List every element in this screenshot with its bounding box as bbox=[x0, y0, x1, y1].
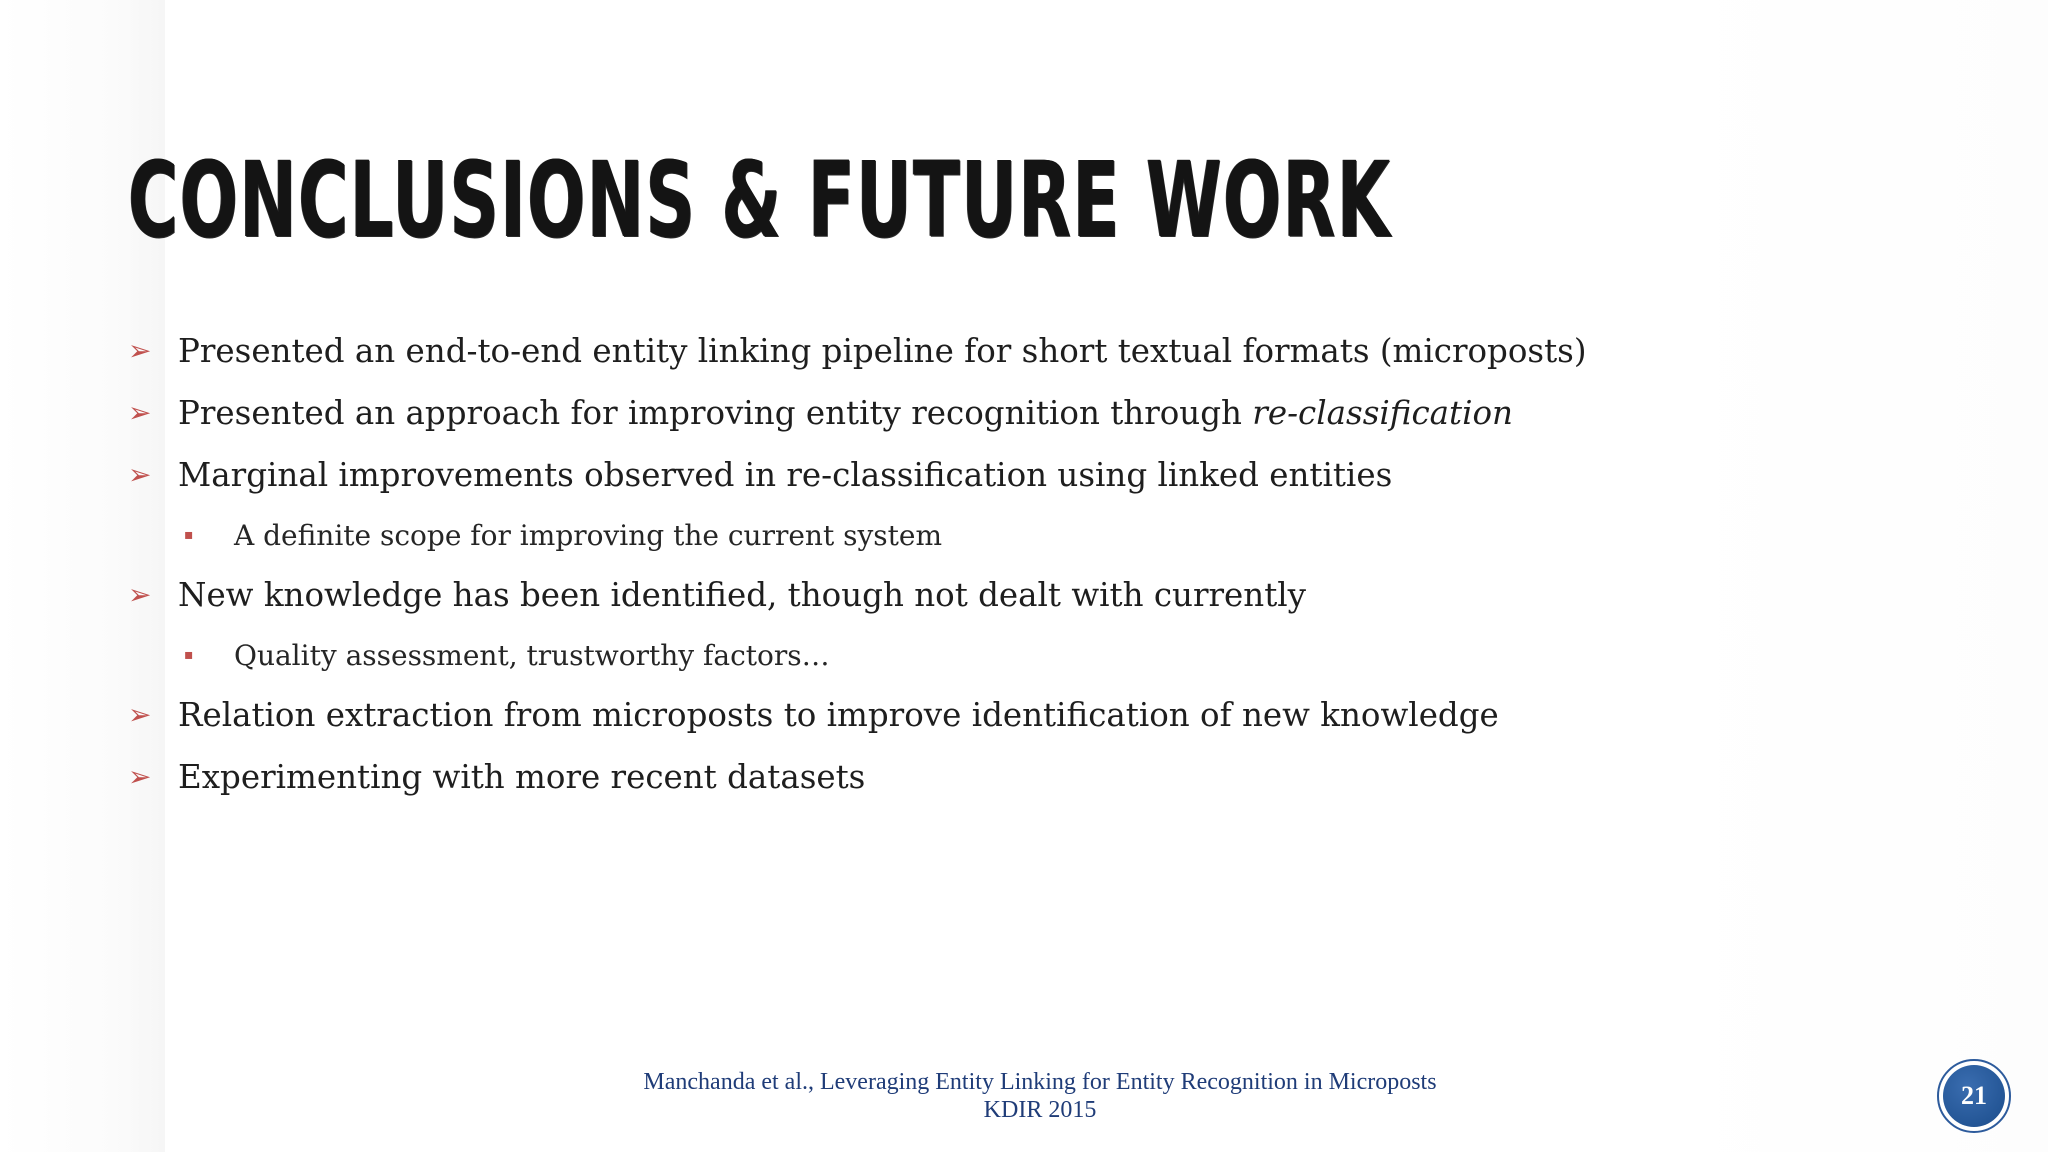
bullet-list bbox=[126, 320, 1706, 808]
slide-footer bbox=[540, 1068, 1540, 1124]
bullet-text: Experimenting with more recent datasets bbox=[178, 758, 866, 796]
bullet-item bbox=[126, 320, 1706, 382]
arrow-bullet-icon: ➢ bbox=[128, 578, 152, 611]
page-number-badge bbox=[1937, 1059, 2011, 1133]
footer-venue: KDIR 2015 bbox=[983, 1097, 1097, 1123]
bullet-item bbox=[126, 746, 1706, 808]
sub-bullet-text: A definite scope for improving the current system bbox=[234, 518, 943, 552]
page-number: 21 bbox=[1943, 1065, 2005, 1127]
bullet-item bbox=[126, 684, 1706, 746]
right-shade bbox=[1668, 0, 2048, 1152]
bullet-item bbox=[126, 444, 1706, 506]
bullet-text: Marginal improvements observed in re-classification using linked entities bbox=[178, 456, 1393, 494]
sub-bullet-item bbox=[126, 506, 1706, 564]
bullet-item bbox=[126, 564, 1706, 626]
arrow-bullet-icon: ➢ bbox=[128, 458, 152, 491]
arrow-bullet-icon: ➢ bbox=[128, 760, 152, 793]
bullet-text-lead: Presented an approach for improving entity recognition through bbox=[178, 394, 1253, 432]
bullet-text-emphasis: re-classification bbox=[1252, 394, 1513, 432]
bullet-text: Presented an end-to-end entity linking pipeline for short textual formats (microposts) bbox=[178, 332, 1587, 370]
bullet-item bbox=[126, 382, 1706, 444]
bullet-text: New knowledge has been identified, though not dealt with currently bbox=[178, 576, 1307, 614]
arrow-bullet-icon: ➢ bbox=[128, 334, 152, 367]
square-bullet-icon: ▪ bbox=[184, 527, 194, 543]
sub-bullet-item bbox=[126, 626, 1706, 684]
square-bullet-icon: ▪ bbox=[184, 647, 194, 663]
bullet-text bbox=[126, 394, 1513, 432]
arrow-bullet-icon: ➢ bbox=[128, 396, 152, 429]
slide-title: CONCLUSIONS & FUTURE WORK bbox=[128, 139, 1392, 261]
footer-citation: Manchanda et al., Leveraging Entity Linking for Entity Recognition in Microposts bbox=[643, 1069, 1437, 1095]
sub-bullet-text: Quality assessment, trustworthy factors… bbox=[234, 638, 830, 672]
arrow-bullet-icon: ➢ bbox=[128, 698, 152, 731]
bullet-text: Relation extraction from microposts to improve identification of new knowledge bbox=[178, 696, 1499, 734]
